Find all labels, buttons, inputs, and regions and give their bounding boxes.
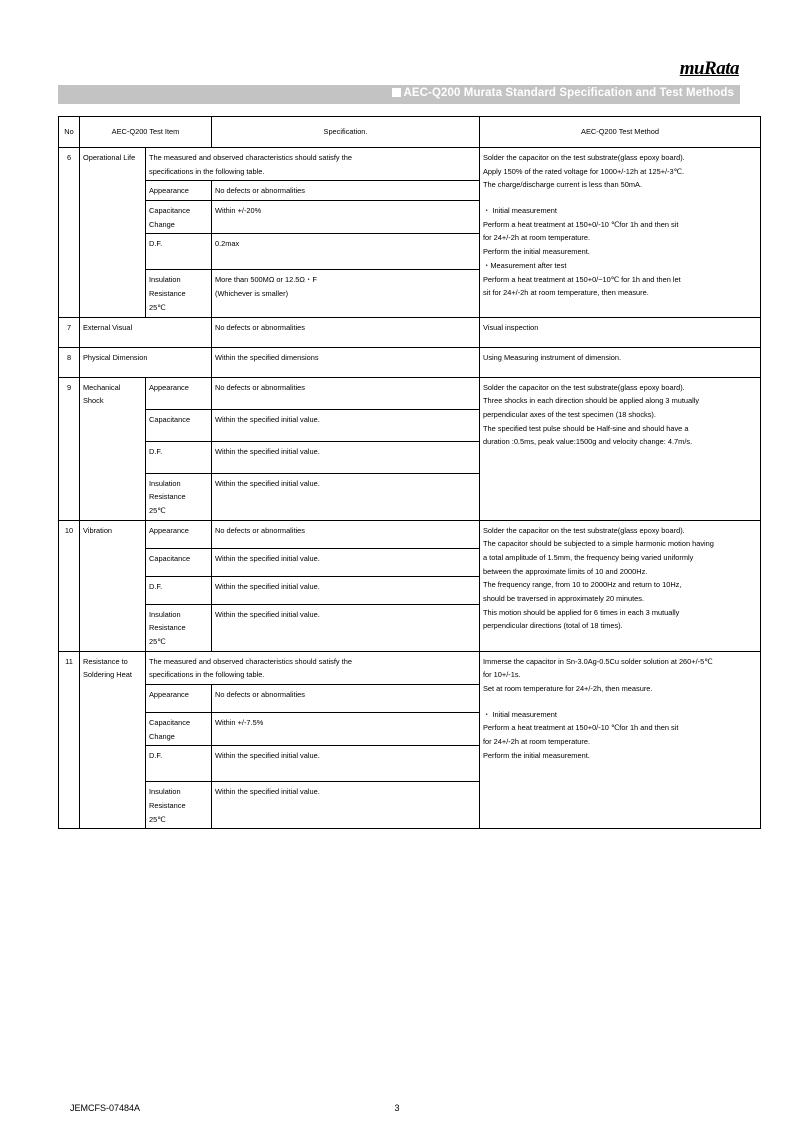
subrow-label-line3: 25℃ — [149, 814, 166, 824]
row-test-method — [480, 148, 761, 318]
subrow-label: Capacitance — [146, 409, 212, 441]
row-no: 10 — [59, 520, 80, 651]
method-line: The frequency range, from 10 to 2000Hz and return to 10Hz, — [483, 580, 682, 590]
murata-logo — [680, 58, 739, 80]
row-no: 8 — [59, 347, 80, 377]
row-test-item-line1: Mechanical — [83, 382, 121, 392]
row-test-method: Visual inspection — [480, 317, 761, 347]
method-line: The charge/discharge current is less than 50mA. — [483, 180, 642, 190]
subrow-specification: Within the specified initial value. — [212, 473, 480, 520]
method-line: duration :0.5ms, peak value:1500g and velocity change: 4.7m/s. — [483, 437, 693, 447]
method-spacer — [483, 192, 757, 204]
spec-line: 0.2max — [215, 239, 240, 249]
method-line: The specified test pulse should be Half-sine and should have a — [483, 423, 689, 433]
aec-q200-spec-table — [58, 116, 761, 829]
subrow-label-line1: Insulation — [149, 787, 181, 797]
row-no: 11 — [59, 651, 80, 829]
square-bullet-icon — [392, 88, 401, 97]
spec-line: Within +/-20% — [215, 206, 262, 216]
method-line: Perform a heat treatment at 150+0/−10℃ for 1h and then let — [483, 274, 681, 284]
table-row — [59, 148, 761, 181]
row-test-item-line1: Vibration — [83, 525, 113, 535]
subrow-label-line3: 25℃ — [149, 302, 166, 312]
subrow-label-line1: Capacitance — [149, 206, 191, 216]
method-line: ・ Initial measurement — [483, 206, 557, 216]
row-test-method — [480, 520, 761, 651]
murata-logo-text: muRata — [679, 58, 739, 79]
subrow-specification — [212, 234, 480, 270]
subrow-label-line2: Resistance — [149, 289, 186, 299]
subrow-label: Capacitance — [146, 548, 212, 576]
method-line: The capacitor should be subjected to a simple harmonic motion having — [483, 539, 714, 549]
subrow-label-line3: 25℃ — [149, 505, 166, 515]
row-specification: Within the specified dimensions — [212, 347, 480, 377]
row-no: 9 — [59, 377, 80, 520]
method-line: sit for 24+/-2h at room temperature, then measure. — [483, 288, 649, 298]
method-line: Apply 150% of the rated voltage for 1000+/-12h at 125+/-3℃. — [483, 166, 685, 176]
spec-line: specifications in the following table. — [149, 166, 265, 176]
subrow-label — [146, 201, 212, 234]
column-header-no: No — [59, 117, 80, 148]
row-test-method — [480, 377, 761, 520]
row-test-item-line2: Soldering Heat — [83, 670, 132, 680]
method-line: for 24+/-2h at room temperature. — [483, 737, 591, 747]
subrow-label: Appearance — [146, 685, 212, 713]
subrow-label — [146, 713, 212, 746]
spec-line: More than 500MΩ or 12.5Ω・F — [215, 275, 317, 285]
table-row — [59, 651, 761, 684]
row-test-item-line1: Operational Life — [83, 153, 136, 162]
subrow-label-line2: Change — [149, 219, 175, 229]
subrow-specification: Within the specified initial value. — [212, 604, 480, 651]
subrow-label-line2: Resistance — [149, 492, 186, 502]
table-row — [59, 377, 761, 409]
column-header-specification: Specification. — [212, 117, 480, 148]
method-line: between the approximate limits of 10 and 2000Hz. — [483, 566, 648, 576]
row-specification: No defects or abnormalities — [212, 317, 480, 347]
subrow-label-line3: 25℃ — [149, 636, 166, 646]
method-line: should be traversed in approximately 20 minutes. — [483, 594, 645, 603]
method-line: for 10+/-1s. — [483, 670, 521, 680]
method-line: Immerse the capacitor in Sn-3.0Ag-0.5Cu solder solution at 260+/-5℃ — [483, 656, 713, 666]
subrow-label-line2: Resistance — [149, 801, 186, 811]
row-specification — [146, 148, 480, 181]
method-line: Solder the capacitor on the test substrate(glass epoxy board). — [483, 382, 685, 392]
table-row — [59, 317, 761, 347]
method-line: Set at room temperature for 24+/-2h, then measure. — [483, 684, 653, 693]
row-specification — [146, 651, 480, 684]
subrow-label: D.F. — [146, 576, 212, 604]
subrow-label-line1: Insulation — [149, 478, 181, 488]
method-line: Perform a heat treatment at 150+0/-10 ℃for 1h and then sit — [483, 723, 679, 733]
subrow-label: Appearance — [146, 181, 212, 201]
subrow-specification: Within the specified initial value. — [212, 441, 480, 473]
method-line: for 24+/-2h at room temperature. — [483, 233, 591, 243]
subrow-label — [146, 604, 212, 651]
table-row — [59, 347, 761, 377]
spec-line: The measured and observed characteristics should satisfy the — [149, 656, 352, 666]
spec-line: specifications in the following table. — [149, 670, 265, 680]
method-spacer — [483, 696, 757, 708]
row-test-item: Physical Dimension — [80, 347, 212, 377]
method-line: Solder the capacitor on the test substrate(glass epoxy board). — [483, 525, 685, 535]
subrow-specification: Within +/-7.5% — [212, 713, 480, 746]
spec-line: No defects or abnormalities — [215, 186, 305, 196]
subrow-specification: No defects or abnormalities — [212, 685, 480, 713]
section-header-text — [392, 87, 734, 99]
row-test-item: External Visual — [80, 317, 212, 347]
row-test-item — [80, 148, 146, 318]
subrow-specification — [212, 270, 480, 317]
method-line: ・Measurement after test — [483, 260, 567, 270]
method-line: This motion should be applied for 6 times in each 3 mutually — [483, 607, 680, 617]
method-line: a total amplitude of 1.5mm, the frequency being varied uniformly — [483, 552, 694, 562]
subrow-label: D.F. — [146, 234, 212, 270]
column-header-test-method: AEC-Q200 Test Method — [480, 117, 761, 148]
row-no: 6 — [59, 148, 80, 318]
row-test-method: Using Measuring instrument of dimension. — [480, 347, 761, 377]
subrow-label: Appearance — [146, 520, 212, 548]
subrow-specification: Within the specified initial value. — [212, 746, 480, 782]
method-line: Perform a heat treatment at 150+0/-10 ℃for 1h and then sit — [483, 219, 679, 229]
row-no: 7 — [59, 317, 80, 347]
subrow-label: D.F. — [146, 441, 212, 473]
method-line: Perform the initial measurement. — [483, 247, 590, 257]
method-line: ・ Initial measurement — [483, 709, 557, 719]
row-test-item — [80, 520, 146, 651]
subrow-specification: Within the specified initial value. — [212, 576, 480, 604]
subrow-label-line1: Insulation — [149, 609, 181, 619]
subrow-label: D.F. — [146, 746, 212, 782]
method-line: Three shocks in each direction should be applied along 3 mutually — [483, 396, 700, 406]
method-line: perpendicular axes of the test specimen (18 shocks). — [483, 409, 656, 419]
row-test-item — [80, 377, 146, 520]
method-line: perpendicular directions (total of 18 times). — [483, 621, 623, 631]
subrow-specification: Within the specified initial value. — [212, 782, 480, 829]
subrow-label-line1: Insulation — [149, 275, 181, 285]
section-header-title: AEC-Q200 Murata Standard Specification and Test Methods — [403, 87, 734, 99]
subrow-label — [146, 782, 212, 829]
spec-line: The measured and observed characteristics should satisfy the — [149, 153, 352, 162]
subrow-specification: Within the specified initial value. — [212, 548, 480, 576]
footer-page-number: 3 — [394, 1103, 400, 1113]
subrow-label-line2: Resistance — [149, 623, 186, 633]
method-line: Perform the initial measurement. — [483, 750, 590, 760]
subrow-label — [146, 473, 212, 520]
subrow-label — [146, 270, 212, 317]
subrow-label-line2: Change — [149, 731, 175, 741]
row-test-method — [480, 651, 761, 829]
section-header-bar — [58, 85, 740, 104]
row-test-item-line1: Resistance to — [83, 656, 128, 666]
subrow-specification: No defects or abnormalities — [212, 377, 480, 409]
subrow-specification — [212, 181, 480, 201]
method-line: Solder the capacitor on the test substrate(glass epoxy board). — [483, 153, 685, 162]
table-row — [59, 520, 761, 548]
subrow-label: Appearance — [146, 377, 212, 409]
footer-doc-id: JEMCFS-07484A — [70, 1103, 141, 1113]
column-header-test-item: AEC-Q200 Test Item — [80, 117, 212, 148]
table-header-row — [59, 117, 761, 148]
row-test-item — [80, 651, 146, 829]
subrow-specification — [212, 201, 480, 234]
spec-line: (Whichever is smaller) — [215, 289, 289, 299]
subrow-label-line1: Capacitance — [149, 718, 191, 727]
subrow-specification: No defects or abnormalities — [212, 520, 480, 548]
row-test-item-line2: Shock — [83, 396, 104, 406]
subrow-specification: Within the specified initial value. — [212, 409, 480, 441]
